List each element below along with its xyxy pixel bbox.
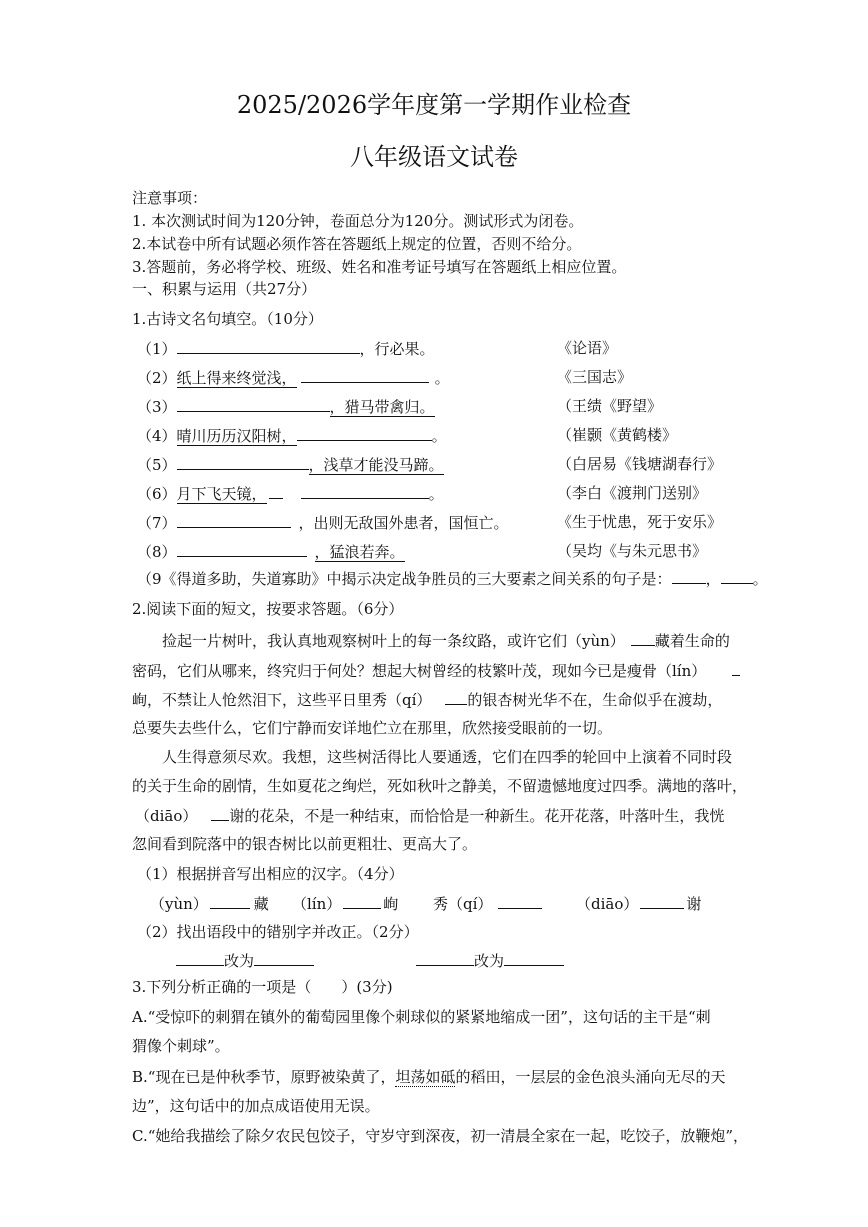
answer-blank[interactable] — [210, 892, 250, 909]
passage-line: 人生得意须尽欢。我想，这些树活得比人要通透，它们在四季的轮回中上演着不同时段 — [162, 748, 733, 766]
pinyin-text: 峋 — [383, 895, 399, 913]
passage-line: 忽间看到院落中的银杏树比以前更粗壮、更高大了。 — [132, 835, 478, 853]
line-source: 《三国志》 — [557, 368, 633, 386]
option-a: A.“受惊吓的刺猬在镇外的葡萄园里像个刺球似的紧紧地缩成一团”，这句话的主干是“刺 — [132, 1008, 711, 1026]
answer-blank[interactable] — [254, 949, 314, 966]
line-number: （4） — [137, 427, 177, 445]
line-number: （1） — [137, 340, 177, 358]
option-b — [132, 1066, 726, 1087]
passage-line — [162, 629, 730, 651]
line-text: ，浅草才能没马蹄。 — [308, 456, 444, 474]
option-b-cont: 边”，这句话中的加点成语使用无误。 — [132, 1097, 380, 1115]
passage-text: 密码，它们从哪来，终究归于何处？想起大树曾经的枝繁叶茂，现如今已是瘦骨（lín） — [132, 662, 707, 680]
passage-text: 的银杏树光华不在，生命似乎在渡劫， — [467, 691, 723, 709]
passage-line: 的关于生命的剧情，生如夏花之绚烂，死如秋叶之静美，不留遗憾地度过四季。满地的落叶， — [132, 777, 748, 795]
correction-item — [176, 949, 314, 971]
line-text: 。 — [431, 427, 447, 445]
answer-blank[interactable] — [176, 949, 224, 966]
line-source: （白居易《钱塘湖春行》 — [557, 455, 723, 473]
answer-blank[interactable] — [301, 366, 429, 383]
question-heading: 2.阅读下面的短文，按要求答题。（6分） — [132, 600, 404, 618]
line-text: 月下飞天镜， — [176, 485, 267, 503]
dotted-idiom: 坦荡如砥 — [395, 1068, 456, 1086]
pinyin-item — [292, 892, 398, 914]
line-text: 纸上得来终觉浅， — [176, 369, 297, 387]
line-number: （7） — [137, 514, 177, 532]
option-a-cont: 猬像个刺球”。 — [132, 1037, 230, 1055]
passage-line — [135, 804, 724, 826]
answer-blank[interactable] — [301, 482, 429, 499]
passage-text: （diāo） — [135, 807, 198, 825]
sub-question: （2）找出语段中的错别字并改正。（2分） — [137, 923, 419, 941]
line-number: （2） — [137, 369, 177, 387]
line-number: （6） — [137, 485, 177, 503]
option-text: 的稻田，一层层的金色浪头涌向无尽的天 — [455, 1068, 726, 1086]
fill-line — [137, 540, 405, 562]
line-text: ，猎马带禽归。 — [329, 398, 435, 416]
answer-blank[interactable] — [640, 892, 684, 909]
line-text: 晴川历历汉阳树， — [176, 427, 297, 445]
answer-blank[interactable] — [177, 511, 291, 528]
pinyin-label: （diāo） — [576, 895, 639, 913]
line-text: ， — [705, 570, 721, 588]
fill-line — [137, 511, 509, 533]
pinyin-label: （lín） — [292, 895, 342, 913]
line-source: （吴均《与朱元思书》 — [557, 542, 708, 560]
option-c: C.“她给我描绘了除夕农民包饺子，守岁守到深夜，初一清晨全家在一起，吃饺子，放鞭炮”， — [132, 1127, 749, 1145]
notice-item: 3.答题前，务必将学校、班级、姓名和准考证号填写在答题纸上相应位置。 — [132, 258, 627, 276]
fill-line — [137, 395, 435, 417]
answer-blank[interactable] — [269, 482, 283, 499]
line-text: （9《得道多助，失道寡助》中揭示决定战争胜员的三大要素之间关系的句子是： — [137, 570, 672, 588]
fill-line — [137, 453, 444, 475]
answer-blank[interactable] — [297, 424, 432, 441]
change-label: 改为 — [474, 952, 505, 970]
answer-blank[interactable] — [504, 949, 564, 966]
answer-blank[interactable] — [631, 629, 655, 646]
line-text: 。 — [428, 485, 444, 503]
line-number: （5） — [137, 456, 177, 474]
option-text: B.“现在已是仲秋季节，原野被染黄了， — [132, 1068, 396, 1086]
section-heading: 一、积累与运用（共27分） — [132, 280, 317, 298]
page-title: 2025/2026学年度第一学期作业检查 — [236, 91, 632, 119]
sub-question: （1）根据拼音写出相应的汉字。（4分） — [137, 865, 404, 883]
passage-text: 谢的花朵，不是一种结束，而恰恰是一种新生。花开花落，叶落叶生，我恍 — [229, 807, 725, 825]
pinyin-label: 秀（qí） — [433, 895, 493, 913]
change-label: 改为 — [224, 952, 255, 970]
pinyin-label: （yùn） — [150, 895, 208, 913]
line-source: 《生于忧患，死于安乐》 — [557, 513, 723, 531]
line-source: （李白《渡荆门送别》 — [557, 484, 708, 502]
line-source: （崔颢《黄鹤楼》 — [557, 426, 678, 444]
fill-line — [137, 424, 447, 446]
answer-blank[interactable] — [416, 949, 474, 966]
answer-blank[interactable] — [672, 567, 706, 584]
line-text: 。 — [434, 369, 450, 387]
answer-blank[interactable] — [498, 892, 542, 909]
pinyin-text: 藏 — [253, 895, 269, 913]
answer-blank[interactable] — [177, 337, 360, 354]
fill-line — [137, 337, 435, 359]
passage-text: 峋，不禁让人怆然泪下，这些平日里秀（qí） — [132, 691, 432, 709]
fill-line — [137, 567, 768, 589]
passage-text: 藏着生命的 — [654, 632, 730, 650]
notice-item: 2.本试卷中所有试题必须作答在答题纸上规定的位置，否则不给分。 — [132, 235, 582, 253]
answer-blank[interactable] — [177, 395, 330, 412]
line-text: 。 — [752, 570, 768, 588]
correction-item — [416, 949, 564, 971]
passage-line — [132, 659, 740, 681]
line-text: ，出则无敌国外患者，国恒亡。 — [298, 514, 509, 532]
pinyin-item — [433, 892, 542, 914]
answer-blank[interactable] — [343, 892, 381, 909]
line-number: （3） — [137, 398, 177, 416]
answer-blank[interactable] — [211, 804, 229, 821]
line-text: ，行必果。 — [359, 340, 435, 358]
answer-blank[interactable] — [445, 688, 467, 705]
line-number: （8） — [137, 543, 177, 561]
question-heading: 1.古诗文名句填空。（10分） — [132, 310, 323, 328]
answer-blank[interactable] — [177, 540, 307, 557]
fill-line — [137, 482, 444, 504]
pinyin-text: 谢 — [686, 895, 702, 913]
page-subtitle: 八年级语文试卷 — [350, 143, 518, 171]
notice-heading: 注意事项： — [132, 189, 208, 207]
fill-line — [137, 366, 450, 388]
passage-text: 捡起一片树叶，我认真地观察树叶上的每一条纹路，或许它们（yùn） — [162, 632, 625, 650]
pinyin-item — [576, 892, 701, 914]
answer-blank[interactable] — [732, 659, 740, 676]
answer-blank[interactable] — [721, 567, 753, 584]
line-text: ，猛浪若奔。 — [314, 543, 405, 561]
answer-blank[interactable] — [177, 453, 309, 470]
passage-line — [132, 688, 722, 710]
question-heading: 3.下列分析正确的一项是（ ）(3分) — [132, 978, 393, 996]
line-source: 《论语》 — [557, 339, 618, 357]
notice-item: 1. 本次测试时间为120分钟，卷面总分为120分。测试形式为闭卷。 — [132, 212, 584, 230]
line-source: （王绩《野望》 — [557, 397, 663, 415]
passage-line: 总要失去些什么，它们宁静而安详地伫立在那里，欣然接受眼前的一切。 — [132, 719, 613, 737]
pinyin-item — [150, 892, 269, 914]
